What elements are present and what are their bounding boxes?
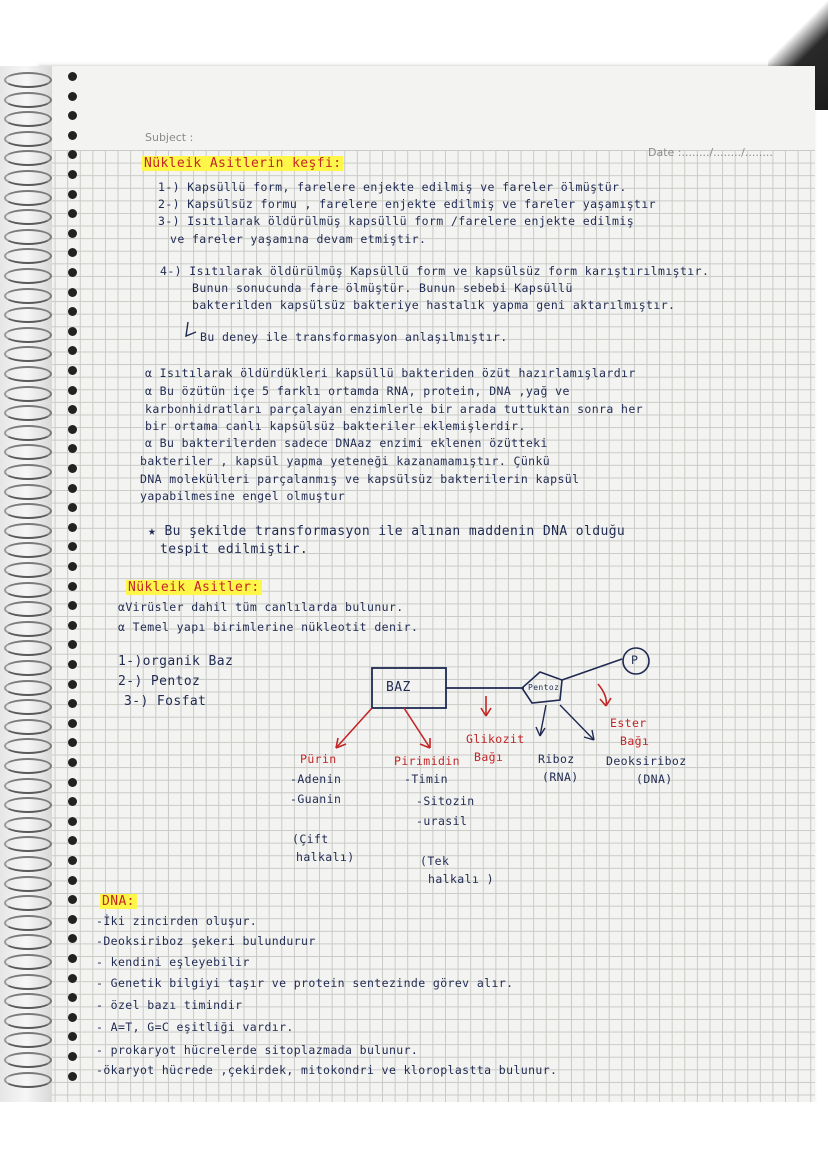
punch-hole (68, 778, 77, 787)
punch-hole (68, 72, 77, 81)
ester-label: Bağı (620, 734, 650, 748)
ribose-label: Riboz (538, 752, 575, 766)
punch-hole (68, 464, 77, 473)
subject-label: Subject : (145, 131, 194, 144)
note-line: 4-) Isıtılarak öldürülmüş Kapsüllü form ve kapsülsüz form karıştırılmıştır. (160, 264, 710, 278)
pyrimidine-arrow (404, 708, 430, 748)
pentose-label: Pentoz (528, 683, 560, 692)
note-line: 1-) Kapsüllü form, farelere enjekte edilmiş ve fareler ölmüştür. (158, 180, 627, 194)
purine-item: -Guanin (290, 792, 342, 806)
punch-hole (68, 366, 77, 375)
pyrimidine-item: -Sitozin (416, 794, 475, 808)
punch-hole (68, 1052, 77, 1061)
punch-hole (68, 131, 77, 140)
punch-hole (68, 1013, 77, 1022)
note-line: ve fareler yaşamına devam etmiştir. (170, 232, 427, 246)
alpha-note: α Bu özütün içe 5 farklı ortamda RNA, protein, DNA ,yağ ve (145, 384, 570, 398)
punch-hole (68, 562, 77, 571)
deoxyribose-label: Deoksiriboz (606, 754, 687, 768)
alpha-note: yapabilmesine engel olmuştur (140, 489, 346, 503)
purine-note: (Çift (292, 832, 329, 846)
punch-hole (68, 484, 77, 493)
punch-hole (68, 856, 77, 865)
dna-fact: -İki zincirden oluşur. (96, 914, 258, 928)
pyrimidine-item: -Timin (404, 772, 448, 786)
punch-hole (68, 954, 77, 963)
alpha-note: karbonhidratları parçalayan enzimlerle bir arada tuttuktan sonra her (145, 402, 644, 416)
sugar-phosphate-bond (562, 659, 622, 680)
note-line: Bu deney ile transformasyon anlaşılmıştır. (200, 330, 508, 344)
punch-hole (68, 719, 77, 728)
dna-fact: -ökaryot hücrede ,çekirdek, mitokondri ve kloroplastta bulunur. (96, 1063, 558, 1077)
punch-hole (68, 582, 77, 591)
punch-hole (68, 621, 77, 630)
punch-hole (68, 229, 77, 238)
note-line: 3-) Isıtılarak öldürülmüş kapsüllü form /farelere enjekte edilmiş (158, 214, 635, 228)
down-arrow-mark (186, 322, 196, 336)
purine-note: halkalı) (296, 850, 355, 864)
star-note: tespit edilmiştir. (160, 542, 309, 557)
section1-title: Nükleik Asitlerin keşfi: (144, 156, 342, 171)
punch-hole (68, 386, 77, 395)
pyrimidine-item: -urasil (416, 814, 468, 828)
punch-hole (68, 327, 77, 336)
alpha-note: bir ortama canlı kapsülsüz bakteriler eklemişlerdir. (145, 419, 526, 433)
note-line: bakterilden kapsülsüz bakteriye hastalık yapma geni aktarılmıştır. (192, 298, 676, 312)
punch-hole (68, 170, 77, 179)
punch-hole (68, 876, 77, 885)
punch-hole (68, 190, 77, 199)
purine-title: Pürin (300, 752, 337, 766)
note-line: 2-) Kapsülsüz formu , farelere enjekte edilmiş ve fareler yaşamıştır (158, 197, 657, 211)
dna-fact: -Deoksiriboz şekeri bulundurur (96, 934, 316, 948)
pyrimidine-note: halkalı ) (428, 872, 494, 886)
deoxyribose-label: (DNA) (636, 772, 673, 786)
alpha-note: bakteriler , kapsül yapma yeteneği kazanamamıştır. Çünkü (140, 454, 551, 468)
punch-hole (68, 523, 77, 532)
dna-fact: - prokaryot hücrelerde sitoplazmada bulunur. (96, 1043, 419, 1057)
section3-title: DNA: (102, 894, 135, 909)
nucleic-note: α Temel yapı birimlerine nükleotit denir. (118, 620, 419, 634)
date-label: Date :......../......../........ (648, 146, 773, 159)
dna-fact: - özel bazı timindir (96, 998, 243, 1012)
punch-hole (68, 92, 77, 101)
dna-fact: - Genetik bilgiyi taşır ve protein sentezinde görev alır. (96, 976, 514, 990)
punch-hole (68, 660, 77, 669)
bottom-background (0, 1102, 828, 1171)
nucleotide-part: 1-)organik Baz (118, 654, 234, 669)
punch-hole (68, 974, 77, 983)
base-label: BAZ (386, 680, 411, 695)
punch-hole (68, 758, 77, 767)
alpha-note: α Isıtılarak öldürdükleri kapsüllü bakteriden özüt hazırlamışlardır (145, 366, 636, 380)
dna-fact: - A=T, G=C eşitliği vardır. (96, 1020, 294, 1034)
punch-hole (68, 915, 77, 924)
pyrimidine-note: (Tek (420, 854, 450, 868)
pyrimidine-title: Pirimidin (394, 754, 460, 768)
glycosidic-label: Bağı (474, 750, 504, 764)
dna-fact: - kendini eşleyebilir (96, 955, 250, 969)
phosphate-label: P (631, 653, 639, 667)
punch-hole (68, 425, 77, 434)
section2-title: Nükleik Asitler: (128, 580, 260, 595)
punch-hole (68, 817, 77, 826)
purine-arrow (336, 708, 372, 748)
glycosidic-label: Glikozit (466, 732, 525, 746)
nucleotide-part: 2-) Pentoz (118, 674, 201, 689)
purine-item: -Adenin (290, 772, 342, 786)
alpha-note: α Bu bakterilerden sadece DNAaz enzimi eklenen özütteki (145, 436, 548, 450)
punch-hole (68, 288, 77, 297)
ribose-label: (RNA) (542, 770, 579, 784)
alpha-note: DNA molekülleri parçalanmış ve kapsülsüz bakterilerin kapsül (140, 472, 580, 486)
star-note: ★ Bu şekilde transformasyon ile alınan maddenin DNA olduğu (148, 524, 626, 539)
nucleic-note: αVirüsler dahil tüm canlılarda bulunur. (118, 600, 404, 614)
punch-hole (68, 1072, 77, 1081)
deoxyribose-arrow (560, 705, 594, 740)
ester-label: Ester (610, 716, 647, 730)
note-line: Bunun sonucunda fare ölmüştür. Bunun sebebi Kapsüllü (192, 281, 573, 295)
nucleotide-part: 3-) Fosfat (124, 694, 207, 709)
punch-hole (68, 680, 77, 689)
punch-hole (68, 268, 77, 277)
